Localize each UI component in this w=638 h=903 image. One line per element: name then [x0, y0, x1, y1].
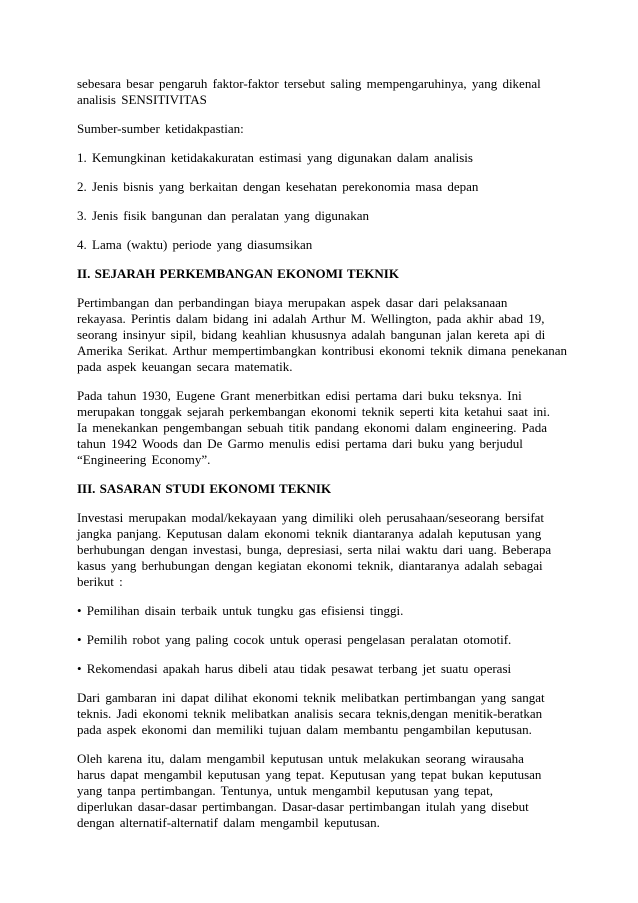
uncertainty-source-item — [77, 208, 638, 224]
section-2-paragraph — [77, 388, 638, 468]
uncertainty-source-item — [77, 150, 638, 166]
text-line: Amerika Serikat. Arthur mempertimbangkan kontribusi ekonomi teknik dimana penekanan — [77, 343, 568, 358]
text-line: tahun 1942 Woods dan De Garmo menulis edisi pertama dari buku yang berjudul — [77, 436, 523, 451]
text-line: berikut : — [77, 574, 123, 589]
text-line: diperlukan dasar-dasar pertimbangan. Dasar-dasar pertimbangan itulah yang disebut — [77, 799, 529, 814]
text-line: “Engineering Economy”. — [77, 452, 211, 467]
text-line: • Rekomendasi apakah harus dibeli atau tidak pesawat terbang jet suatu operasi — [77, 661, 512, 676]
text-line: Oleh karena itu, dalam mengambil keputusan untuk melakukan seorang wirausaha — [77, 751, 524, 766]
section-3-paragraph — [77, 751, 638, 831]
text-line: Dari gambaran ini dapat dilihat ekonomi teknik melibatkan pertimbangan yang sangat — [77, 690, 545, 705]
text-line: berhubungan dengan investasi, bunga, depresiasi, serta nilai waktu dari uang. Beberapa — [77, 542, 552, 557]
text-line: kasus yang berhubungan dengan kegiatan ekonomi teknik, diantaranya adalah sebagai — [77, 558, 543, 573]
section-2-heading: II. SEJARAH PERKEMBANGAN EKONOMI TEKNIK — [77, 266, 399, 281]
text-line: yang tanpa pertimbangan. Tentunya, untuk mengambil keputusan yang tepat, — [77, 783, 493, 798]
section-3-heading: III. SASARAN STUDI EKONOMI TEKNIK — [77, 481, 332, 496]
text-line: Pertimbangan dan perbandingan biaya merupakan aspek dasar dari pelaksanaan — [77, 295, 508, 310]
text-line: teknis. Jadi ekonomi teknik melibatkan analisis secara teknis,dengan menitik-beratkan — [77, 706, 543, 721]
text-line: dengan alternatif-alternatif dalam mengambil keputusan. — [77, 815, 380, 830]
text-line: pada aspek ekonomi dan memiliki tujuan dalam membantu pengambilan keputusan. — [77, 722, 532, 737]
text-line: 1. Kemungkinan ketidakakuratan estimasi yang digunakan dalam analisis — [77, 150, 473, 165]
text-line: Sumber-sumber ketidakpastian: — [77, 121, 244, 136]
text-line: Ia menekankan pengembangan sebuah titik pandang ekonomi dalam engineering. Pada — [77, 420, 547, 435]
text-line: • Pemilihan disain terbaik untuk tungku gas efisiensi tinggi. — [77, 603, 404, 618]
bullet-item — [77, 603, 638, 619]
text-line: Investasi merupakan modal/kekayaan yang dimiliki oleh perusahaan/seseorang bersifat — [77, 510, 545, 525]
text-line: 3. Jenis fisik bangunan dan peralatan yang digunakan — [77, 208, 369, 223]
text-line: harus dapat mengambil keputusan yang tepat. Keputusan yang tepat bukan keputusan — [77, 767, 542, 782]
text-line: analisis SENSITIVITAS — [77, 92, 207, 107]
text-line: seorang insinyur sipil, bidang keahlian khususnya adalah bangunan jalan kereta api di — [77, 327, 546, 342]
section-3-paragraph — [77, 690, 638, 738]
intro-paragraph — [77, 76, 638, 108]
text-line: jangka panjang. Keputusan dalam ekonomi teknik diantaranya adalah keputusan yang — [77, 526, 542, 541]
text-line: sebesara besar pengaruh faktor-faktor tersebut saling mempengaruhinya, yang dikenal — [77, 76, 541, 91]
text-line: 2. Jenis bisnis yang berkaitan dengan kesehatan perekonomia masa depan — [77, 179, 479, 194]
text-line: rekayasa. Perintis dalam bidang ini adalah Arthur M. Wellington, pada akhir abad 19, — [77, 311, 545, 326]
text-line: • Pemilih robot yang paling cocok untuk operasi pengelasan peralatan otomotif. — [77, 632, 512, 647]
text-line: 4. Lama (waktu) periode yang diasumsikan — [77, 237, 313, 252]
section-2-paragraph — [77, 295, 638, 375]
section-3-intro-paragraph — [77, 510, 638, 590]
bullet-item — [77, 632, 638, 648]
text-line: pada aspek keuangan secara matematik. — [77, 359, 293, 374]
uncertainty-source-item — [77, 237, 638, 253]
text-line: merupakan tonggak sejarah perkembangan ekonomi teknik seperti kita ketahui saat ini. — [77, 404, 551, 419]
text-line: Pada tahun 1930, Eugene Grant menerbitkan edisi pertama dari buku teksnya. Ini — [77, 388, 522, 403]
bullet-item — [77, 661, 638, 677]
uncertainty-sources-title — [77, 121, 638, 137]
uncertainty-source-item — [77, 179, 638, 195]
